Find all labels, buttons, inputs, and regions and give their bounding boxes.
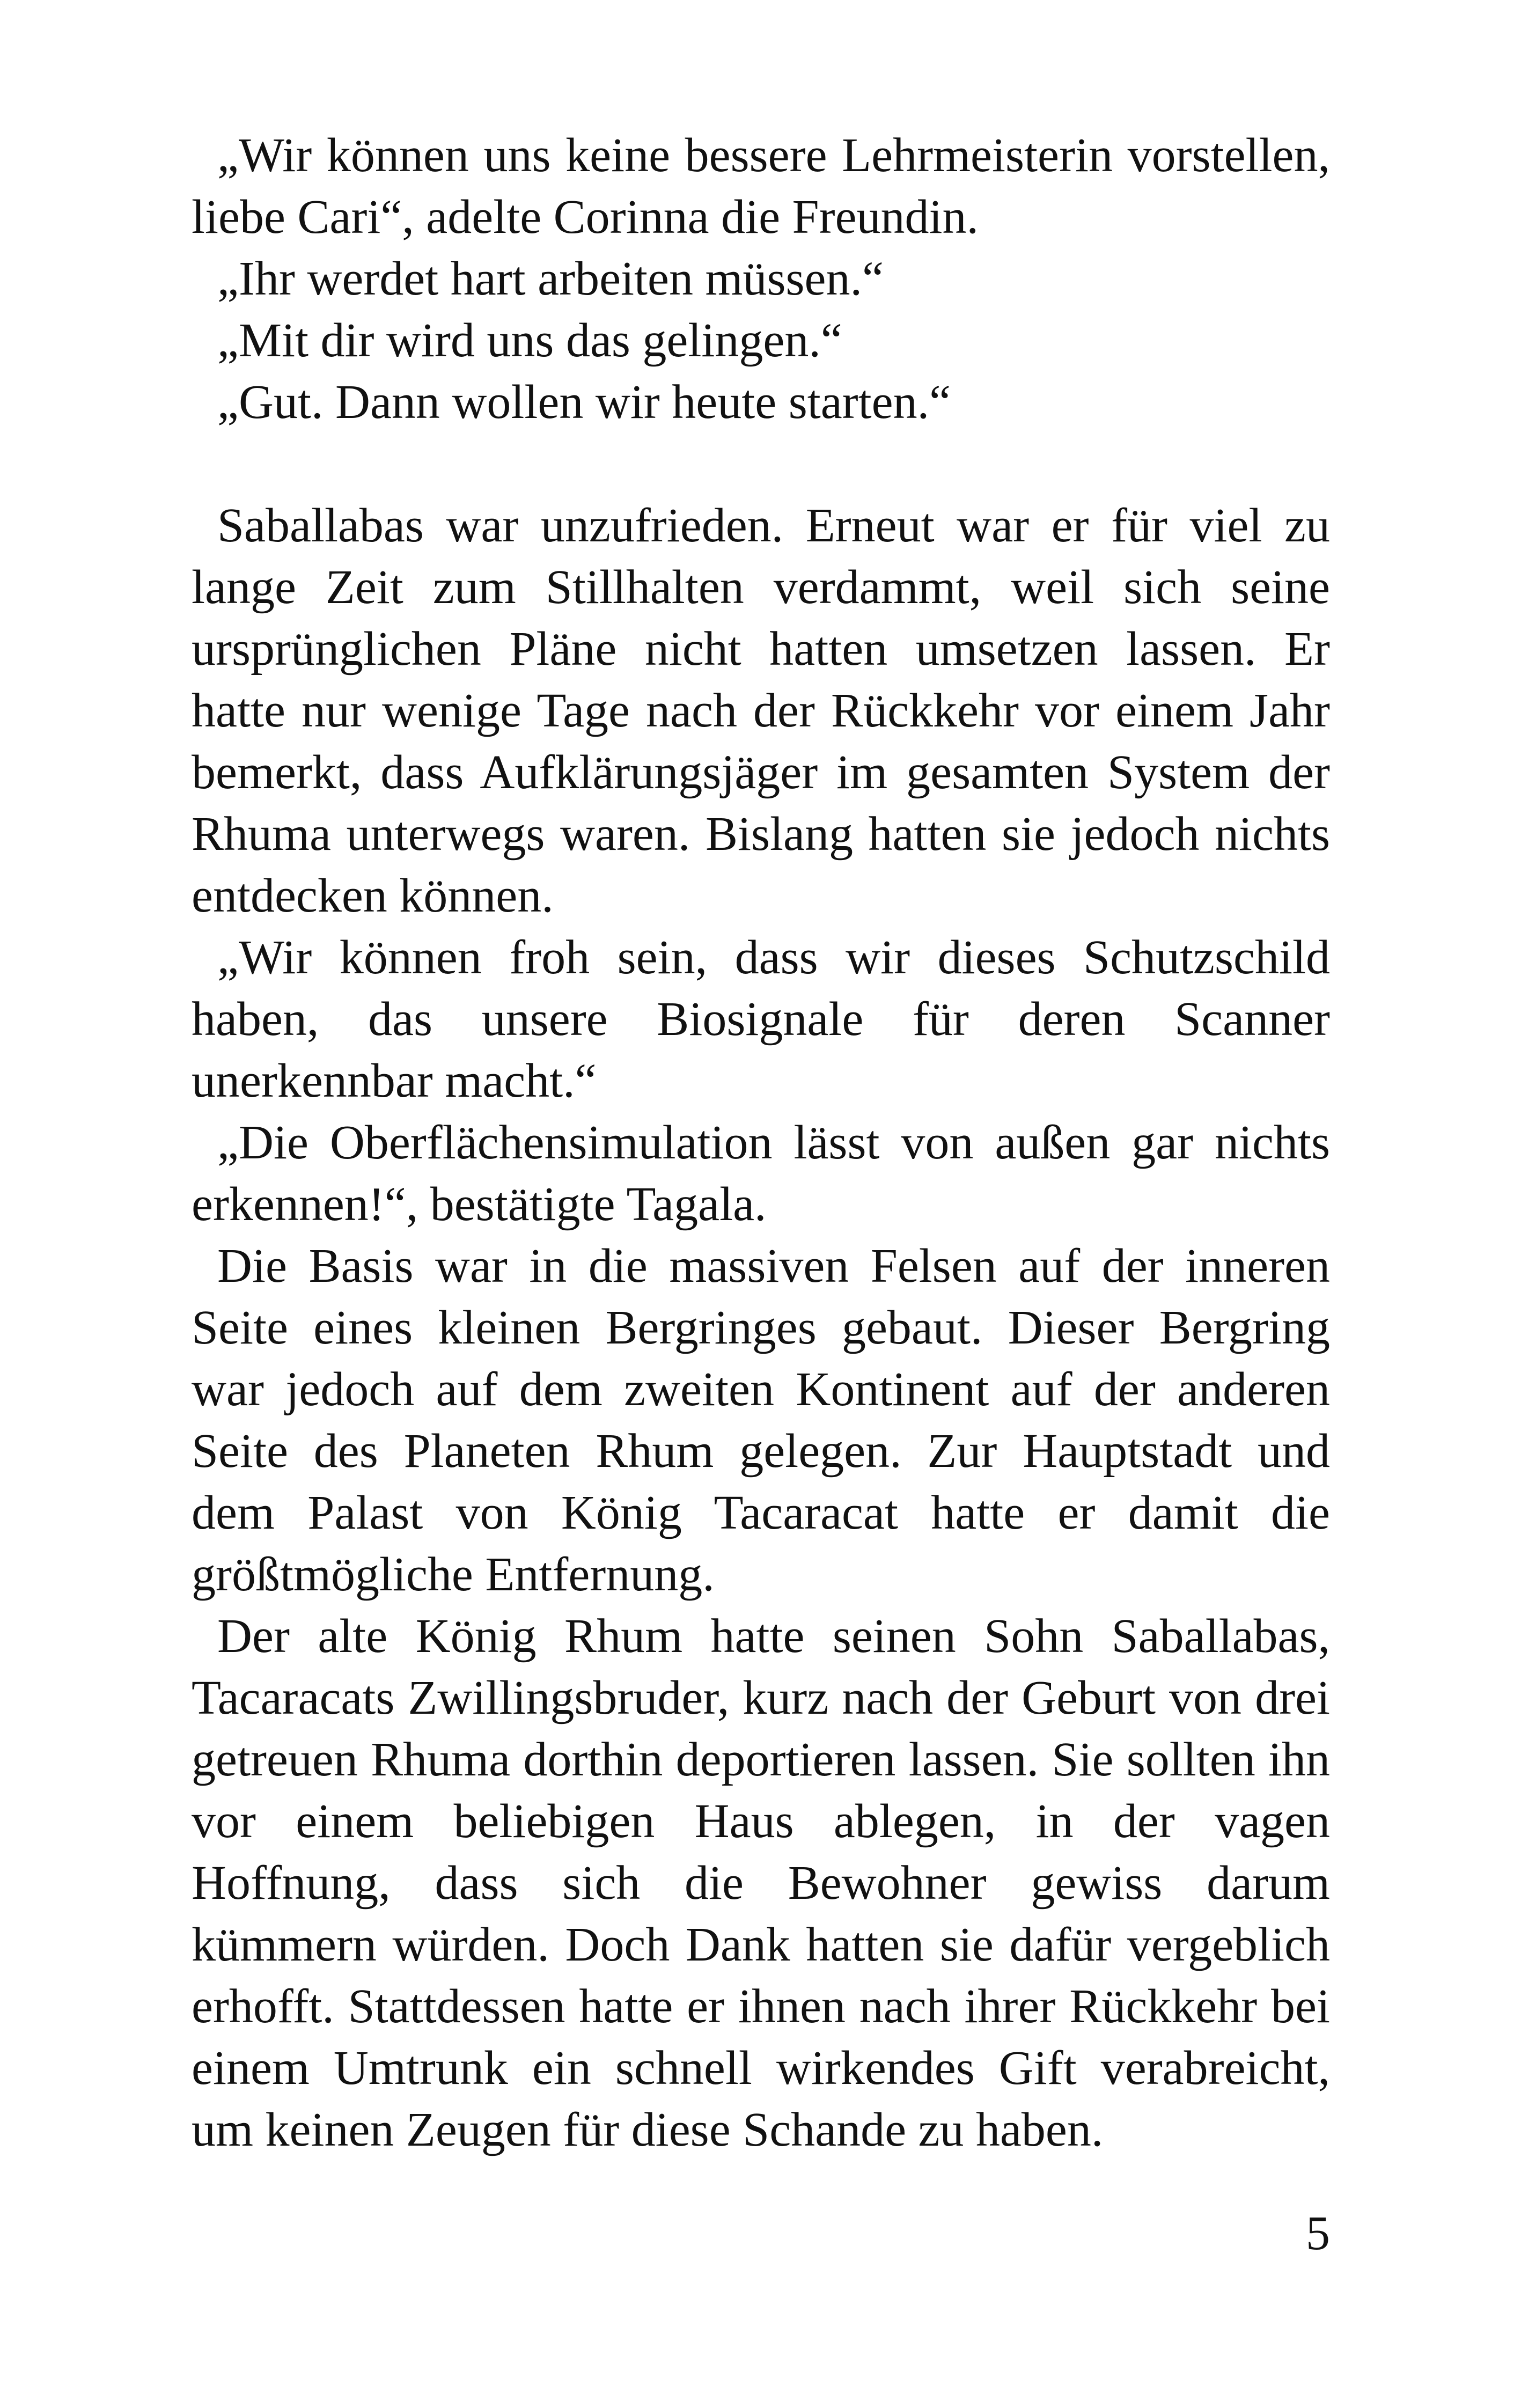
section-break xyxy=(192,433,1330,495)
paragraph-dialogue-6: „Die Oberflächensimulation lässt von außen gar nichts erkennen!“, bestätigte Tagala. xyxy=(192,1116,1330,1231)
page-number: 5 xyxy=(1306,2207,1330,2260)
paragraph-dialogue-3: „Mit dir wird uns das gelingen.“ xyxy=(217,314,842,367)
paragraph-narration-3: Der alte König Rhum hatte seinen Sohn Saballabas, Tacaracats Zwillingsbruder, kurz nach der Geburt von drei getreuen Rhuma dorthin deportieren lassen. Sie sollten ihn vor einem beliebigen Haus ablegen, in der vagen Hoffnung, dass sich die Bewohner gewiss darum kümmern würden. Doch Dank hatten sie dafür vergeblich erhofft. Stattdessen hatte er ihnen nach ihrer Rückkehr bei einem Umtrunk ein schnell wirkendes Gift verabreicht, um keinen Zeugen für diese Schande zu haben. xyxy=(192,1610,1330,2156)
paragraph-dialogue-2: „Ihr werdet hart arbeiten müssen.“ xyxy=(217,252,884,305)
paragraph-dialogue-4: „Gut. Dann wollen wir heute starten.“ xyxy=(217,376,951,429)
paragraph-dialogue-5: „Wir können froh sein, dass wir dieses Schutzschild haben, das unsere Biosignale für deren Scanner unerkennbar macht.“ xyxy=(192,931,1330,1107)
paragraph-narration-1: Saballabas war unzufrieden. Erneut war er für viel zu lange Zeit zum Stillhalten verdammt, weil sich seine ursprünglichen Pläne nicht hatten umsetzen lassen. Er hatte nur wenige Tage nach der Rückkehr vor einem Jahr bemerkt, dass Aufklärungsjäger im gesamten System der Rhuma unterwegs waren. Bislang hatten sie jedoch nichts entdecken können. xyxy=(192,499,1330,922)
paragraph-narration-2: Die Basis war in die massiven Felsen auf der inneren Seite eines kleinen Bergringes gebaut. Dieser Bergring war jedoch auf dem zweiten Kontinent auf der anderen Seite des Planeten Rhum gelegen. Zur Hauptstadt und dem Palast von König Tacaracat hatte er damit die größtmögliche Entfernung. xyxy=(192,1239,1330,1601)
body-text xyxy=(192,124,1330,2161)
paragraph-dialogue-1: „Wir können uns keine bessere Lehrmeisterin vorstellen, liebe Cari“, adelte Corinna die Freundin. xyxy=(192,129,1330,244)
